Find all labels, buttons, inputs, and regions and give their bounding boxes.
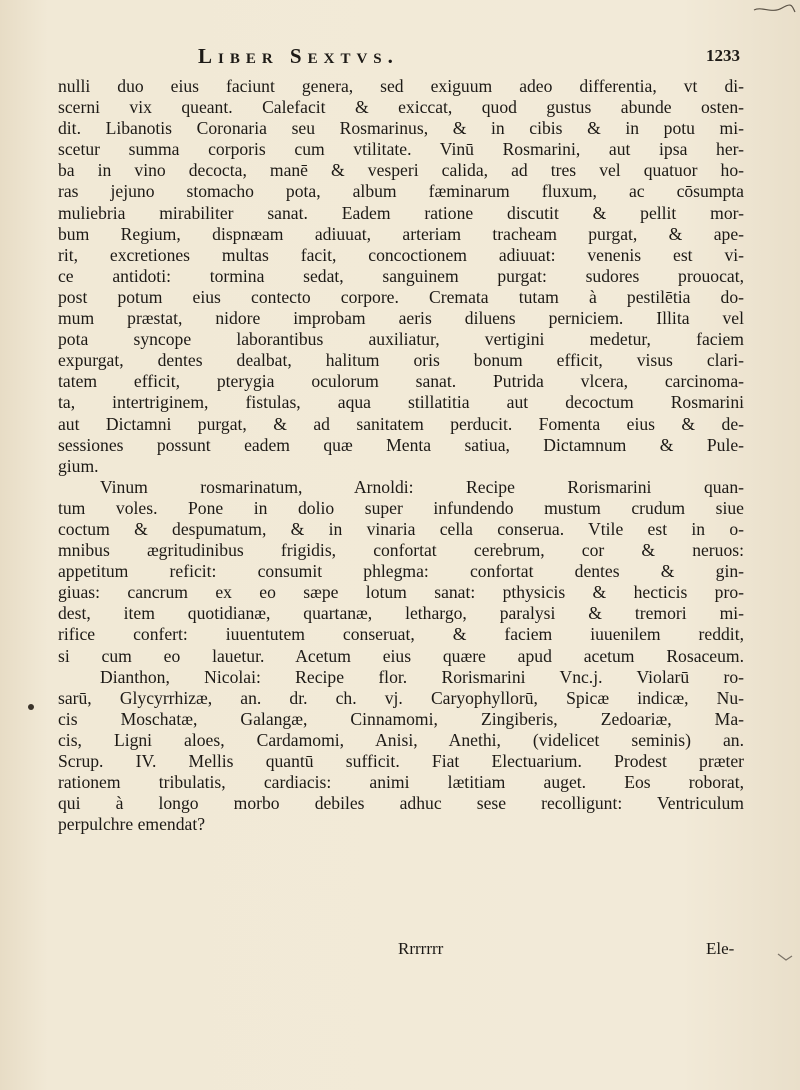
text-line: perpulchre emendat?: [58, 814, 206, 835]
text-line: si cum eo lauetur. Acetum eius quære apud acetum Rosaceum.: [58, 645, 744, 666]
text-line: pota syncope laborantibus auxiliatur, vertigini medetur, faciem: [58, 329, 744, 350]
text-line: rifice confert: iuuentutem conseruat, & faciem iuuenilem reddit,: [58, 624, 744, 645]
page-number: 1233: [706, 46, 740, 65]
text-line: ras jejuno stomacho pota, album fæminarum fluxum, ac cōsumpta: [58, 181, 744, 202]
text-line: ta, intertriginem, fistulas, aqua stillatitia aut decoctum Rosmarini: [58, 392, 744, 413]
text-line: scetur summa corporis cum vtilitate. Vinū Rosmarini, aut ipsa her-: [58, 139, 744, 160]
text-line: ba in vino decocta, manē & vesperi calida, ad tres vel quatuor ho-: [58, 160, 744, 181]
text-line: mum præstat, nidore improbam aeris diluens perniciem. Illita vel: [58, 308, 744, 329]
text-line: gium.: [58, 455, 99, 476]
catchword: Ele-: [706, 939, 735, 958]
text-line: appetitum reficit: consumit phlegma: confortat dentes & gin-: [58, 561, 744, 582]
side-ink-mark: [776, 950, 794, 964]
text-line: aut Dictamni purgat, & ad sanitatem perducit. Fomenta eius & de-: [58, 413, 744, 434]
text-line: cis, Ligni aloes, Cardamomi, Anisi, Anethi, (videlicet seminis) an.: [58, 729, 744, 750]
corner-ink-mark: [752, 0, 796, 18]
text-line: giuas: cancrum ex eo sæpe lotum sanat: pthysicis & hecticis pro-: [58, 582, 744, 603]
text-line: Dianthon, Nicolai: Recipe flor. Rorismarini Vnc.j. Violarū ro-: [100, 666, 744, 687]
text-line: tum voles. Pone in dolio super infundendo mustum crudum siue: [58, 497, 744, 518]
text-line: expurgat, dentes dealbat, halitum oris bonum efficit, visus clari-: [58, 350, 744, 371]
text-line: rationem tribulatis, cardiacis: animi lætitiam auget. Eos roborat,: [58, 772, 744, 793]
text-line: sarū, Glycyrrhizæ, an. dr. ch. vj. Caryophyllorū, Spicæ indicæ, Nu-: [58, 687, 744, 708]
text-line: dit. Libanotis Coronaria seu Rosmarinus, & in cibis & in potu mi-: [58, 118, 744, 139]
text-line: tatem efficit, pterygia oculorum sanat. Putrida vlcera, carcinoma-: [58, 371, 744, 392]
text-line: rit, excretiones multas facit, concoctionem adiuuat: venenis est vi-: [58, 244, 744, 265]
margin-dot: [28, 704, 34, 710]
page-header: [58, 44, 758, 78]
text-line: dest, item quotidianæ, quartanæ, lethargo, paralysi & tremori mi-: [58, 603, 744, 624]
text-line: mnibus ægritudinibus frigidis, confortat cerebrum, cor & neruos:: [58, 540, 744, 561]
text-line: nulli duo eius faciunt genera, sed exiguum adeo differentia, vt di-: [58, 76, 744, 96]
signature-mark: Rrrrrrr: [398, 939, 444, 958]
text-line: Vinum rosmarinatum, Arnoldi: Recipe Rorismarini quan-: [100, 476, 744, 497]
text-line: qui à longo morbo debiles adhuc sese recolligunt: Ventriculum: [58, 793, 744, 814]
text-line: scerni vix queant. Calefacit & exiccat, quod gustus abunde osten-: [58, 97, 744, 118]
text-line: muliebria mirabiliter sanat. Eadem ratione discutit & pellit mor-: [58, 202, 744, 223]
running-title: Liber Sextvs.: [198, 44, 399, 68]
text-line: cis Moschatæ, Galangæ, Cinnamomi, Zingiberis, Zedoariæ, Ma-: [58, 708, 744, 729]
text-line: ce antidoti: tormina sedat, sanguinem purgat: sudores prouocat,: [58, 265, 744, 286]
text-line: coctum & despumatum, & in vinaria cella conserua. Vtile est in o-: [58, 518, 744, 539]
body-text: [58, 76, 744, 835]
text-line: sessiones possunt eadem quæ Menta satiua, Dictamnum & Pule-: [58, 434, 744, 455]
text-line: bum Regium, dispnæam adiuuat, arteriam tracheam purgat, & ape-: [58, 223, 744, 244]
text-line: post potum eius contecto corpore. Cremata tutam à pestilētia do-: [58, 286, 744, 307]
text-line: Scrup. IV. Mellis quantū sufficit. Fiat Electuarium. Prodest præter: [58, 751, 744, 771]
